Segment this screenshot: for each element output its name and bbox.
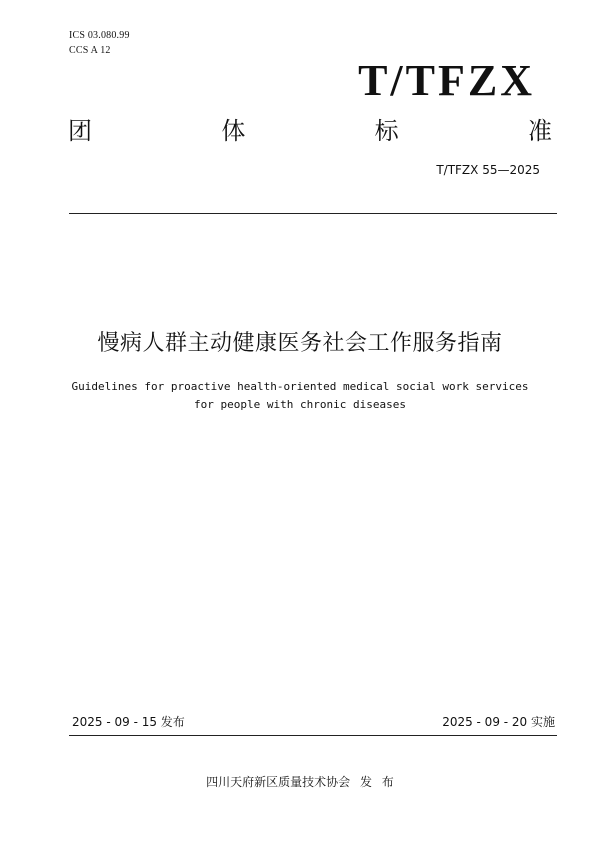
document-title-english-line2: for people with chronic diseases [194, 398, 406, 411]
standard-type-char: 标 [374, 117, 399, 145]
ics-code: ICS 03.080.99 [69, 30, 130, 41]
standard-type-char: 团 [68, 117, 92, 145]
ccs-code: CCS A 12 [69, 45, 111, 56]
standard-type-char: 体 [221, 117, 246, 145]
standard-type-char: 准 [527, 117, 552, 145]
footer-divider [69, 735, 557, 736]
document-title-chinese: 慢病人群主动健康医务社会工作服务指南 [97, 331, 503, 356]
header-divider [69, 213, 557, 214]
implementation-date: 2025 - 09 - 20 实施 [442, 715, 555, 729]
standard-logo: T/TFZX [358, 56, 535, 105]
issue-date: 2025 - 09 - 15 发布 [72, 715, 185, 729]
standard-number: T/TFZX 55—2025 [436, 163, 540, 177]
publisher: 四川天府新区质量技术协会 发 布 [206, 775, 394, 789]
standard-type [68, 116, 552, 146]
document-title-english-line1: Guidelines for proactive health-oriented medical social work services [71, 380, 529, 393]
